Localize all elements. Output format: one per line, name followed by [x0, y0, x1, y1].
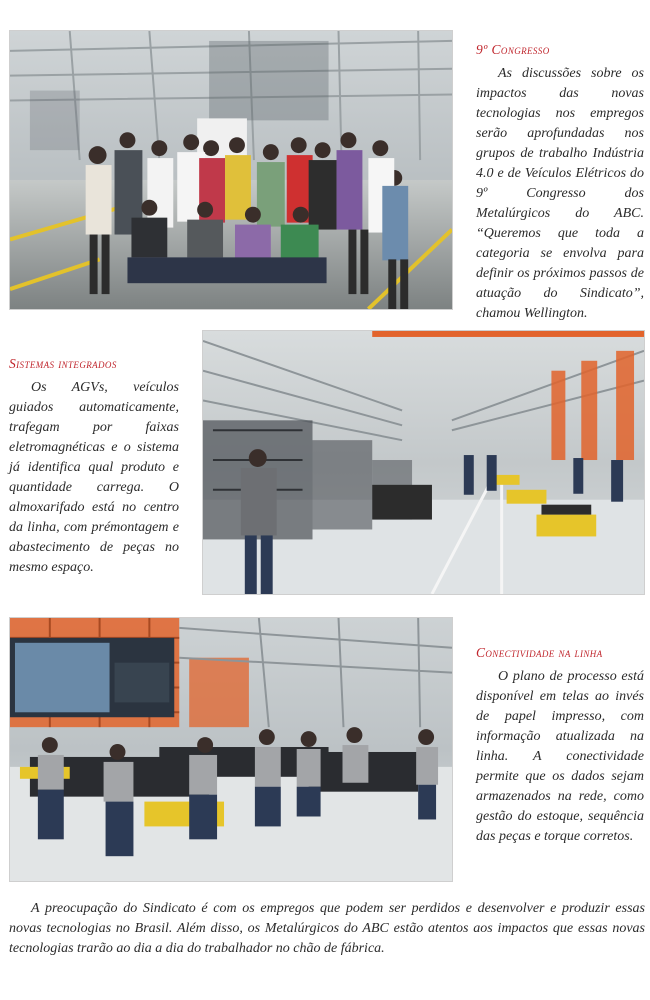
- closing-paragraph: [9, 899, 645, 959]
- section-body-congresso: [476, 64, 644, 324]
- assembly-line-photo: [9, 617, 453, 882]
- section-body-conectividade: [476, 667, 644, 847]
- closing-paragraph-text: A preocupação do Sindicato é com os empregos que podem ser perdidos e desenvolver e produzir essas novas tecnologias no Brasil. Além disso, os Metalúrgicos do ABC estão atentos aos impactos que essas novas tecnologias trarão ao dia a dia do trabalhador no chão de fábrica.: [9, 901, 645, 956]
- section-body-conectividade-text: O plano de processo está disponível em telas ao invés de papel impresso, com informação atualizada na linha. A conectividade permite que os dados sejam armazenados na rede, como gestão do estoque, sequência das peças e torque corretos.: [476, 669, 644, 844]
- group-photo: [9, 30, 453, 310]
- section-body-sistemas-text: Os AGVs, veículos guiados automaticamente, trafegam por faixas eletromagnéticas e o sistema já identifica qual produto e quantidade carrega. O almoxarifado está no centro da linha, com prémontagem e abastecimento de peças no mesmo espaço.: [9, 380, 179, 575]
- section-body-sistemas: [9, 378, 179, 578]
- section-heading-congresso: 9º Congresso: [476, 42, 550, 57]
- section-heading-sistemas: Sistemas integrados: [9, 356, 117, 371]
- agv-line-photo: [202, 330, 645, 595]
- section-heading-conectividade: Conectividade na linha: [476, 645, 603, 660]
- section-body-congresso-text: As discussões sobre os impactos das novas tecnologias nos empregos serão aprofundadas nos grupos de trabalho Indústria 4.0 e de Veículos Elétricos do 9º Congresso dos Metalúrgicos do ABC. “Queremos que toda a categoria se envolva para definir os próximos passos de atuação do Sindicato”, chamou Wellington.: [476, 66, 644, 321]
